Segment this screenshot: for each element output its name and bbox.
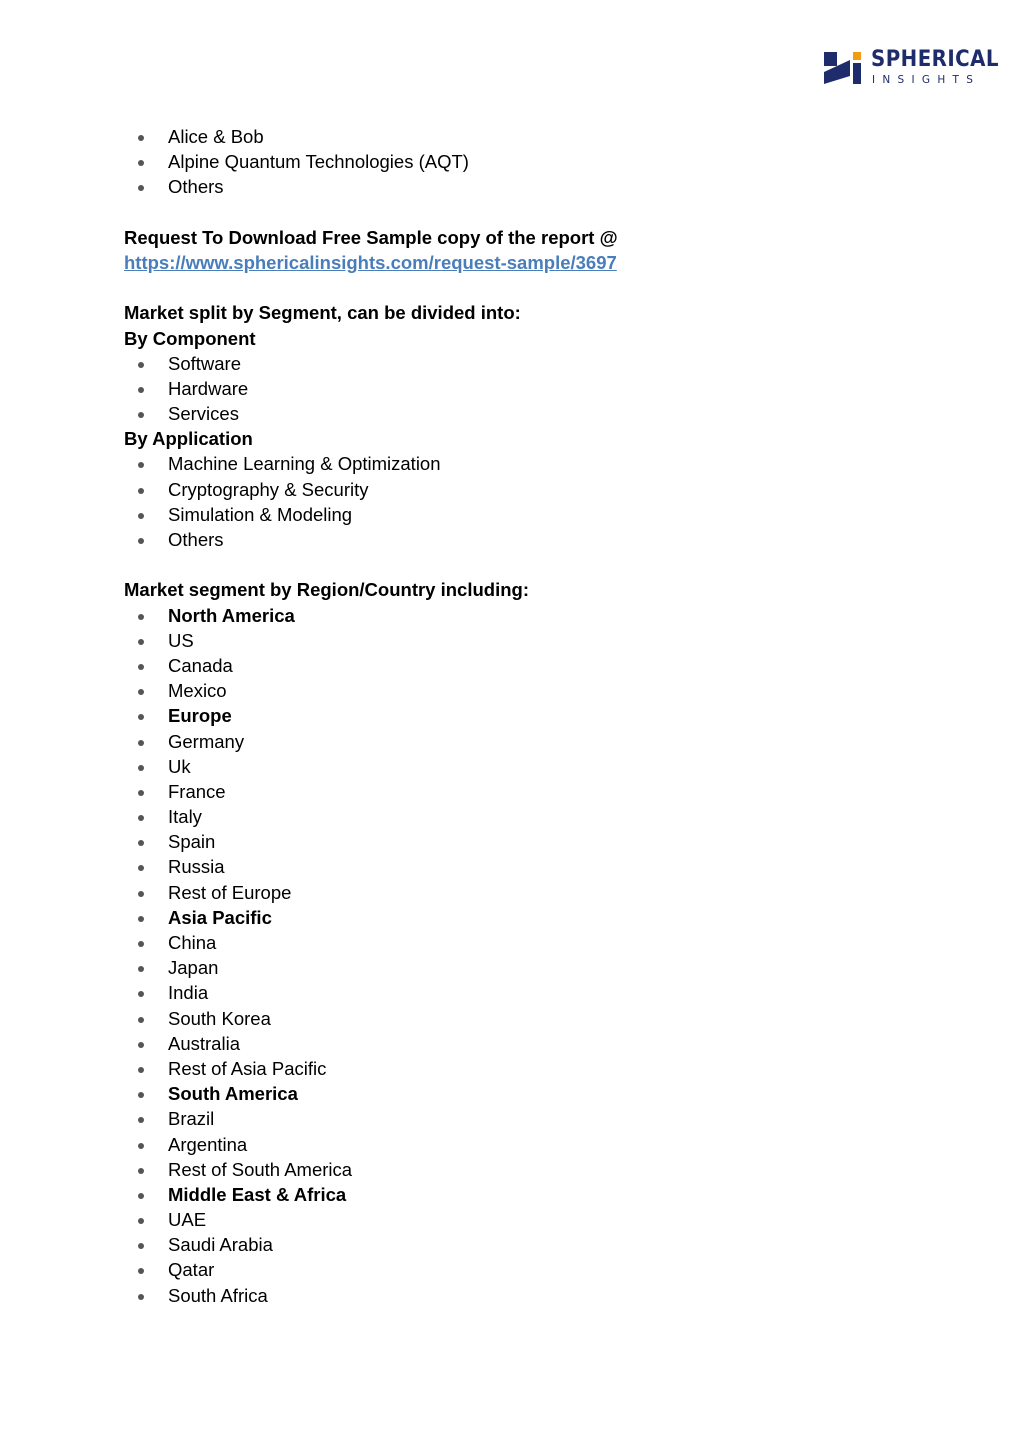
country-item: UAE [124,1207,924,1232]
country-item: Canada [124,653,924,678]
list-item: Simulation & Modeling [124,502,924,527]
application-list [124,451,924,552]
brand-logo [824,47,1000,88]
sample-request-label: Request To Download Free Sample copy of the report @ [124,226,618,248]
region-heading-item: North America [124,603,924,628]
region-heading-item: Middle East & Africa [124,1182,924,1207]
list-item: Alpine Quantum Technologies (AQT) [124,149,924,174]
country-item: South Africa [124,1283,924,1308]
region-heading-item: Asia Pacific [124,905,924,930]
country-item: Brazil [124,1106,924,1131]
country-item: Italy [124,804,924,829]
company-list [124,124,924,200]
region-list [124,603,924,1308]
country-item: Saudi Arabia [124,1232,924,1257]
country-item: Russia [124,854,924,879]
region-heading-item: South America [124,1081,924,1106]
component-heading: By Component [124,327,256,349]
brand-name: SPHERICAL [871,47,1000,72]
segments-heading: Market split by Segment, can be divided into: [124,302,521,324]
country-item: Rest of South America [124,1157,924,1182]
document-body [124,124,924,1308]
country-item: Spain [124,829,924,854]
country-item: US [124,628,924,653]
country-item: Argentina [124,1132,924,1157]
country-item: France [124,779,924,804]
country-item: Uk [124,754,924,779]
country-item: Rest of Europe [124,880,924,905]
list-item: Hardware [124,376,924,401]
list-item: Others [124,174,924,199]
country-item: Mexico [124,678,924,703]
brand-tagline: INSIGHTS [872,74,981,86]
country-item: China [124,930,924,955]
list-item: Alice & Bob [124,124,924,149]
list-item: Machine Learning & Optimization [124,451,924,476]
country-item: Japan [124,955,924,980]
list-item: Cryptography & Security [124,477,924,502]
application-heading: By Application [124,428,253,450]
country-item: Qatar [124,1257,924,1282]
list-item: Services [124,401,924,426]
country-item: Rest of Asia Pacific [124,1056,924,1081]
country-item: Australia [124,1031,924,1056]
list-item: Software [124,351,924,376]
region-heading-item: Europe [124,703,924,728]
country-item: South Korea [124,1006,924,1031]
country-item: India [124,980,924,1005]
component-list [124,351,924,427]
brand-logo-icon [824,50,862,86]
country-item: Germany [124,729,924,754]
regions-heading: Market segment by Region/Country including: [124,579,529,601]
list-item: Others [124,527,924,552]
sample-request-link[interactable]: https://www.sphericalinsights.com/request-sample/3697 [124,251,617,273]
